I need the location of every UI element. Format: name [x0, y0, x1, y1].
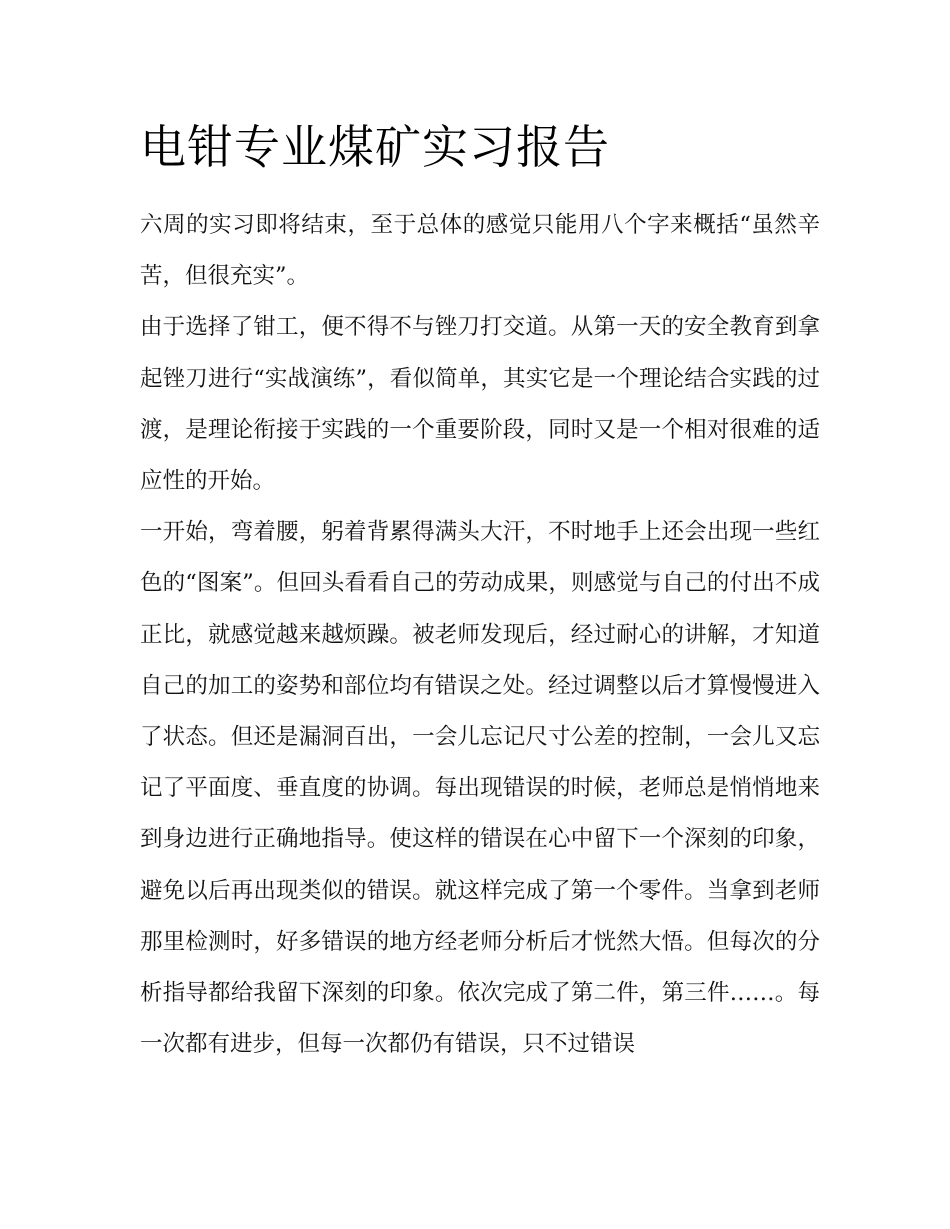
- document-title: 电钳专业煤矿实习报告: [140, 120, 610, 174]
- paragraph-intro: 六周的实习即将结束，至于总体的感觉只能用八个字来概括“虽然辛苦，但很充实”。: [140, 212, 820, 290]
- document-body: [140, 112, 820, 1070]
- paragraph-practice-process: 一开始，弯着腰，躬着背累得满头大汗，不时地手上还会出现一些红色的“图案”。但回头看看自己的劳动成果，则感觉与自己的付出不成正比，就感觉越来越烦躁。被老师发现后，经过耐心的讲解，才知道自己的加工的姿势和部位均有错误之处。经过调整以后才算慢慢进入了状态。但还是漏洞百出，一会儿忘记尺寸公差的控制，一会儿又忘记了平面度、垂直度的协调。每出现错误的时候，老师总是悄悄地来到身边进行正确地指导。使这样的错误在心中留下一个深刻的印象，避免以后再出现类似的错误。就这样完成了第一个零件。当拿到老师那里检测时，好多错误的地方经老师分析后才恍然大悟。但每次的分析指导都给我留下深刻的印象。依次完成了第二件，第三件……。每一次都有进步，但每一次都仍有错误，只不过错误: [140, 519, 820, 1058]
- paragraph-filing-intro: 由于选择了钳工，便不得不与锉刀打交道。从第一天的安全教育到拿起锉刀进行“实战演练”，看似简单，其实它是一个理论结合实践的过渡，是理论衔接于实践的一个重要阶段，同时又是一个相对很难的适应性的开始。: [140, 314, 820, 495]
